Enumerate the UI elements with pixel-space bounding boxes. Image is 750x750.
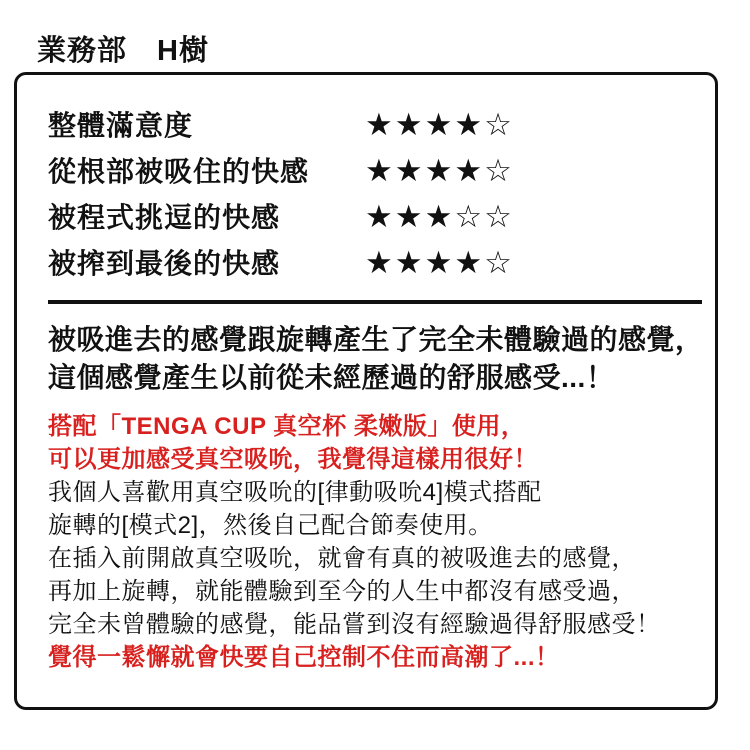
review-body-line: 完全未曾體驗的感覺，能品嘗到沒有經驗過得舒服感受！ <box>48 611 661 638</box>
rating-row <box>48 101 699 147</box>
star-rating-icons: ★★★★☆ <box>365 106 514 142</box>
review-body-line: 我個人喜歡用真空吸吮的[律動吸吮4]模式搭配 <box>48 479 542 506</box>
rating-row <box>48 147 699 193</box>
star-rating-icons: ★★★☆☆ <box>365 198 514 234</box>
review-body-line: 覺得一鬆懈就會快要自己控制不住而高潮了...！ <box>48 644 560 671</box>
review-body-line: 再加上旋轉，就能體驗到至今的人生中都沒有感受過， <box>48 578 636 605</box>
rating-row <box>48 239 699 285</box>
star-rating-icons: ★★★★☆ <box>365 244 514 280</box>
rating-label: 整體滿意度 <box>48 110 194 141</box>
review-body-line: 旋轉的[模式2]，然後自己配合節奏使用。 <box>48 512 493 539</box>
review-headline-line: 這個感覺產生以前從未經歷過的舒服感受...！ <box>48 362 615 393</box>
rating-label: 從根部被吸住的快感 <box>48 156 310 187</box>
rating-label: 被搾到最後的快感 <box>48 248 281 279</box>
review-body-line: 可以更加感受真空吸吮，我覺得這樣用很好！ <box>48 446 538 473</box>
star-rating-icons: ★★★★☆ <box>365 152 514 188</box>
section-divider <box>48 300 702 304</box>
review-body <box>48 410 699 674</box>
review-card <box>14 72 718 710</box>
review-headline-line: 被吸進去的感覺跟旋轉產生了完全未體驗過的感覺， <box>48 324 704 355</box>
page-title: 業務部 H樹 <box>37 35 209 67</box>
rating-label: 被程式挑逗的快感 <box>48 202 281 233</box>
review-body-line: 搭配「TENGA CUP 真空杯 柔嫩版」使用， <box>48 413 526 440</box>
review-headline <box>48 321 704 397</box>
ratings-section <box>48 101 699 285</box>
review-body-line: 在插入前開啟真空吸吮，就會有真的被吸進去的感覺， <box>48 545 636 572</box>
rating-row <box>48 193 699 239</box>
